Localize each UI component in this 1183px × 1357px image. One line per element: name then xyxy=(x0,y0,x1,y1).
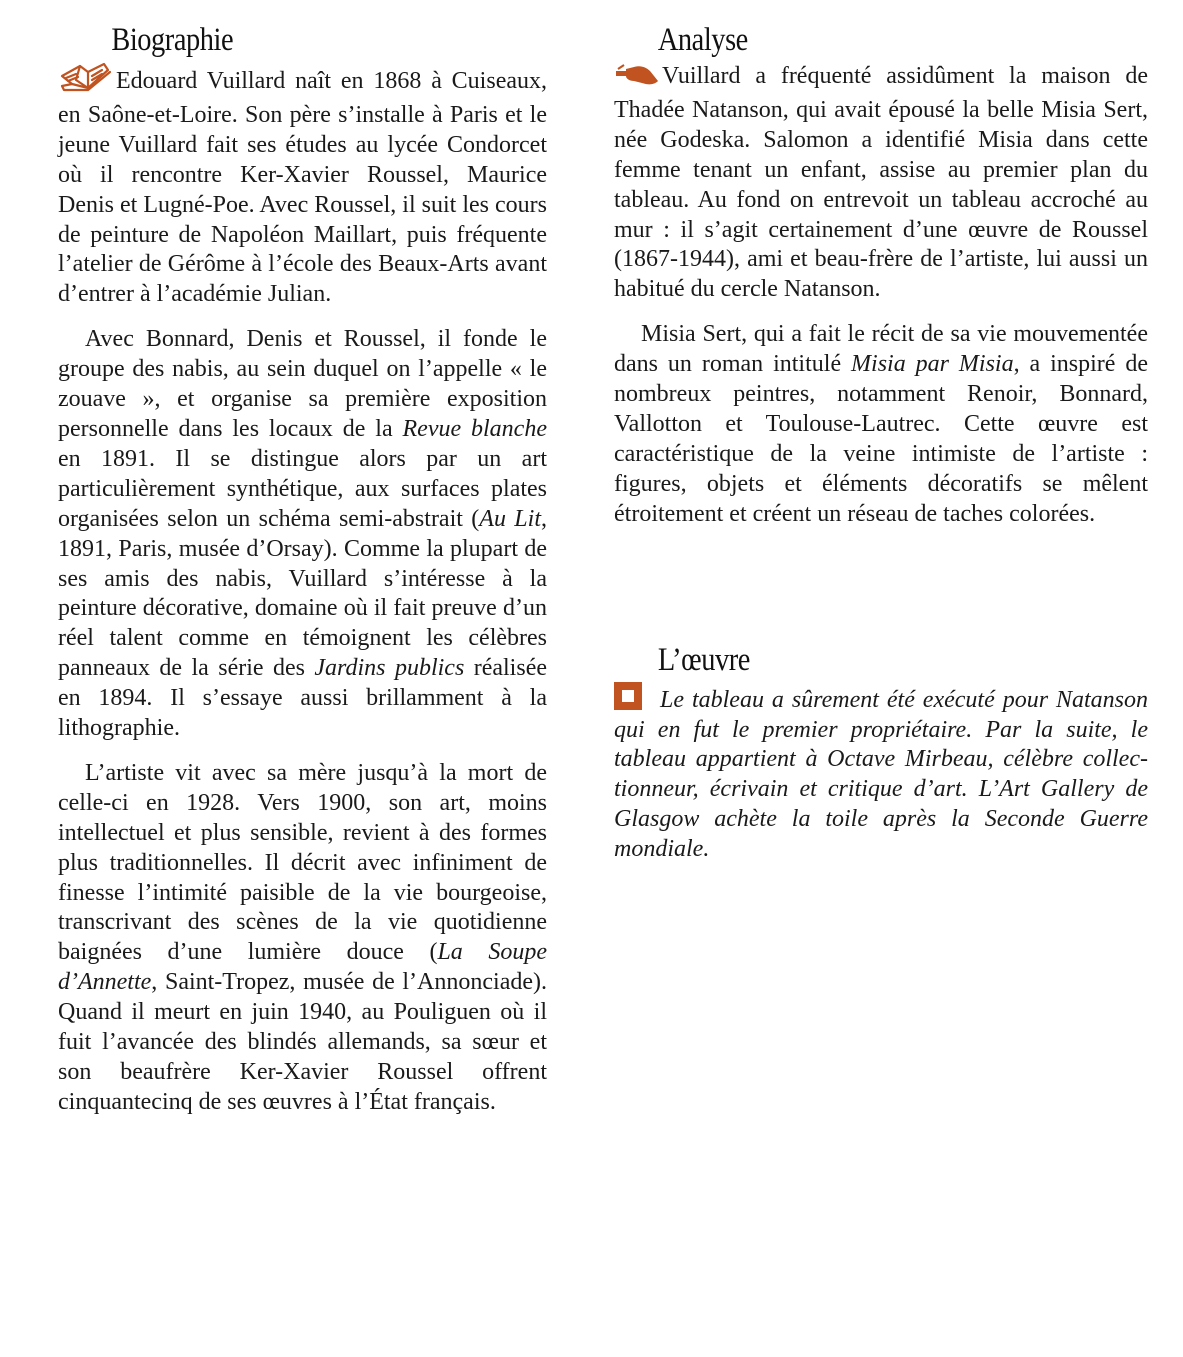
biographie-column xyxy=(58,18,547,1118)
title-jardins-publics: Jardins publics xyxy=(314,655,465,682)
text-run: réalisée en 1894. Il s’essaye aussi brillamment à la lithographie. xyxy=(58,655,547,742)
pointing-hand-icon xyxy=(614,63,660,96)
book-icon xyxy=(58,62,114,101)
analyse-text-1: Vuillard a fréquenté assidûment la maison de Thadée Natanson, qui avait épousé la belle Misia Sert, née Godeska. Salomon a identifié Misia dans cette femme tenant un enfant, assise au premier plan du tableau. Au fond on entrevoit un tableau accroché au mur : il s’agit certainement d’une œuvre de Roussel (1867-1944), ami et beau-frère de l’artiste, lui aussi un habitué du cercle Natanson. xyxy=(614,63,1148,303)
text-run: en 1891. Il se distingue alors par un art particulièrement synthétique, aux surfaces plates organisées selon un schéma semi-abstrait ( xyxy=(58,445,547,532)
text-run: , 1891, Paris, musée d’Orsay). Comme la plupart de ses amis des nabis, Vuillard s’intéresse à la peinture décorative, domaine où il fait preuve d’un réel talent comme en témoignent les célèbres panneaux de la série des xyxy=(58,505,547,682)
analyse-paragraph-1 xyxy=(614,62,1148,305)
text-run: , Saint-Tropez, musée de l’Annonciade). Quand il meurt en juin 1940, au Pouliguen où il fuit l’avancée des blindés allemands, sa sœur et son beaufrère Ker-Xavier Roussel offrent cinquantecinq de ses œuvres à l’État français. xyxy=(58,969,547,1115)
analyse-paragraph-2 xyxy=(614,320,1148,529)
text-run: , a inspiré de nombreux peintres, notamment Renoir, Bonnard, Vallotton et Toulouse-Lautrec. Cette œuvre est caractéristique de la veine intimiste de l’artiste : figures, objets et éléments décoratifs se mêlent étroitement et créent un réseau de taches colorées. xyxy=(614,351,1149,527)
text-run: Avec Bonnard, Denis et Roussel, il fonde le groupe des nabis, au sein duquel on l’appelle « le zouave », et organise sa première exposition personnelle dans les locaux de la xyxy=(58,326,547,442)
text-run: Misia Sert, qui a fait le récit de sa vie mouvementée dans un roman intitulé xyxy=(614,321,1148,378)
title-revue-blanche: Revue blanche xyxy=(402,415,547,442)
square-bullet-icon xyxy=(614,682,642,710)
title-la-soupe-dannette: La Soupe d’Annette xyxy=(58,939,547,996)
oeuvre-text-1: Le tableau a sûrement été exécuté pour Natanson qui en fut le premier propriétaire. Par la suite, le tableau appartient à Octave Mirbeau, célèbre collectionneur, écrivain et critique d’art. L’Art Gallery de Glasgow achète la toile après la Seconde Guerre mondiale. xyxy=(614,686,1148,863)
analyse-heading: Analyse xyxy=(657,22,748,58)
title-au-lit: Au Lit xyxy=(479,505,541,532)
biographie-paragraph-1 xyxy=(58,62,547,310)
oeuvre-heading: L’œuvre xyxy=(657,641,750,678)
biographie-paragraph-3 xyxy=(58,759,547,1118)
biographie-text-1: Edouard Vuillard naît en 1868 à Cuiseaux, en Saône-et-Loire. Son père s’installe à Paris et le jeune Vuillard fait ses études au lycée Condorcet où il rencontre Ker-Xavier Roussel, Maurice Denis et Lugné-Poe. Avec Roussel, il suit les cours de peinture de Napoléon Maillart, puis fréquente l’atelier de Gérôme à l’école des Beaux-Arts avant d’entrer à l’académie Julian. xyxy=(58,68,547,308)
biographie-paragraph-2 xyxy=(58,325,547,744)
oeuvre-paragraph-1 xyxy=(614,682,1148,865)
text-run: L’artiste vit avec sa mère jusqu’à la mort de celle-ci en 1928. Vers 1900, son art, moins intellectuel et plus sensible, revient à des formes plus traditionnelles. Il décrit avec infiniment de finesse l’intimité paisible de la vie bourgeoise, transcrivant des scènes de la vie quotidienne baignées d’une lumière douce ( xyxy=(58,759,547,966)
biographie-heading: Biographie xyxy=(111,22,234,58)
title-misia-par-misia: Misia par Misia xyxy=(851,351,1014,378)
right-column xyxy=(614,18,1148,865)
